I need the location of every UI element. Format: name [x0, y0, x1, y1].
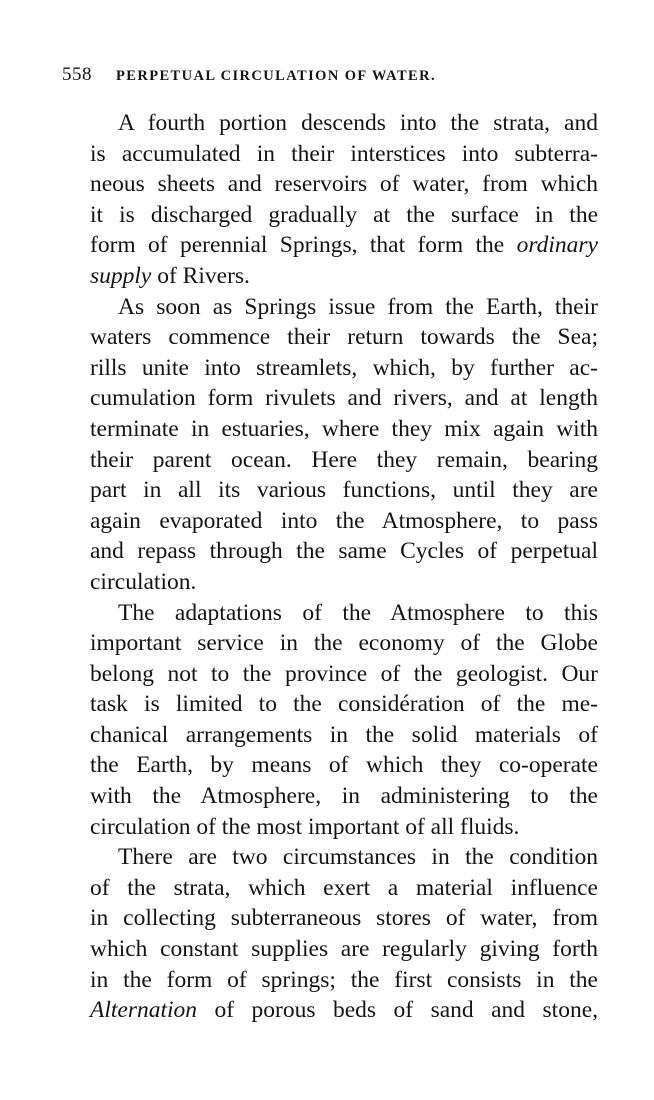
text-line: belong not to the province of the geologist. Our — [90, 660, 598, 687]
text-line: circulation of the most important of all fluids. — [90, 813, 520, 840]
paragraph-1 — [62, 108, 598, 292]
text-line: cumulation form rivulets and rivers, and at length — [90, 385, 598, 412]
text-line: their parent ocean. Here they remain, bearing — [90, 446, 598, 473]
running-head — [62, 64, 602, 86]
text-line: circulation. — [90, 568, 197, 595]
text-line: again evaporated into the Atmosphere, to pass — [90, 507, 598, 534]
text-line: task is limited to the considération of the me- — [90, 691, 598, 718]
text-line: important service in the economy of the Globe — [90, 630, 598, 657]
text-line: terminate in estuaries, where they mix again with — [90, 415, 598, 442]
paragraph-2 — [62, 292, 598, 598]
paragraph-3 — [62, 598, 598, 843]
text-line: form of perennial Springs, that form the ordinary — [90, 232, 598, 259]
text-line: neous sheets and reservoirs of water, from which — [90, 171, 598, 198]
text-line: in the form of springs; the first consists in the — [90, 966, 598, 993]
italic-phrase: Alternation — [90, 997, 198, 1024]
text-line: the Earth, by means of which they co-operate — [90, 752, 598, 779]
text-line: of the strata, which exert a material influence — [90, 874, 598, 901]
text-line: A fourth portion descends into the strata, and — [118, 110, 598, 136]
text-line: part in all its various functions, until they are — [90, 477, 598, 504]
text-line: is accumulated in their interstices into subterra- — [90, 140, 598, 167]
text-line: As soon as Springs issue from the Earth, their — [118, 293, 598, 320]
text-line: supply of Rivers. — [90, 262, 250, 289]
text-line: and repass through the same Cycles of perpetual — [90, 538, 598, 565]
italic-phrase: supply — [90, 262, 152, 289]
text-line: in collecting subterraneous stores of water, from — [90, 905, 598, 932]
text-line: Alternation of porous beds of sand and stone, — [90, 997, 598, 1024]
text-line: chanical arrangements in the solid materials of — [90, 721, 598, 748]
text-line: The adaptations of the Atmosphere to this — [118, 599, 598, 626]
text-line: There are two circumstances in the condition — [118, 844, 598, 871]
text-line: rills unite into streamlets, which, by further ac- — [90, 354, 598, 381]
italic-phrase: ordinary — [516, 232, 598, 259]
text-line: which constant supplies are regularly giving forth — [90, 936, 598, 963]
running-title: PERPETUAL CIRCULATION OF WATER. — [116, 68, 437, 84]
page-number: 558 — [62, 64, 92, 85]
text-line: it is discharged gradually at the surface in the — [90, 201, 598, 228]
paragraph-4 — [62, 842, 598, 1026]
text-line: waters commence their return towards the Sea; — [90, 324, 598, 351]
text-line: with the Atmosphere, in administering to the — [90, 783, 598, 810]
body-text — [62, 108, 598, 1026]
